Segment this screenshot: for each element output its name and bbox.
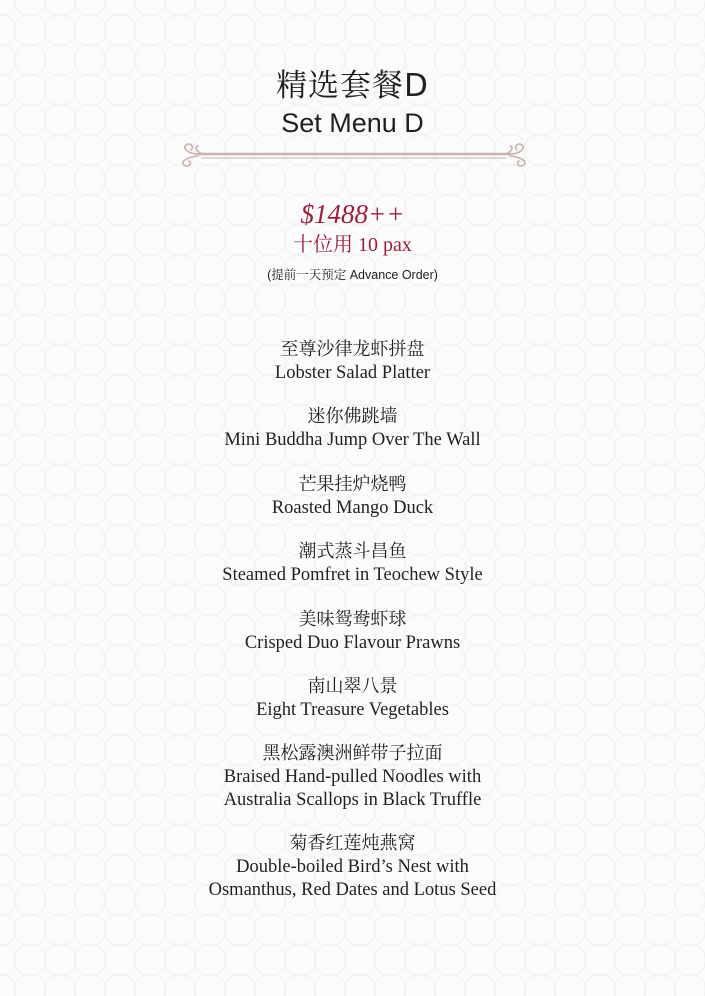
menu-title-chinese: 精选套餐D xyxy=(276,68,429,104)
set-price: $1488++ xyxy=(300,199,405,229)
dish-name-chinese: 南山翠八景 xyxy=(307,676,398,697)
dish-item xyxy=(0,540,705,587)
dish-name-chinese: 菊香红莲炖燕窝 xyxy=(289,833,416,854)
pax-count: 十位用 10 pax xyxy=(293,234,412,256)
dish-name-chinese: 至尊沙律龙虾拼盘 xyxy=(280,339,425,360)
dish-name-english: Crisped Duo Flavour Prawns xyxy=(244,633,461,653)
dish-name-chinese: 迷你佛跳墙 xyxy=(307,406,398,427)
dish-name-chinese: 潮式蒸斗昌鱼 xyxy=(298,541,407,562)
ornamental-divider-icon xyxy=(176,143,532,167)
dish-item xyxy=(0,608,705,655)
dish-name-english: Eight Treasure Vegetables xyxy=(256,700,449,720)
dish-name-chinese: 芒果挂炉烧鸭 xyxy=(298,474,407,495)
dish-item xyxy=(0,338,705,385)
dish-item xyxy=(0,832,705,901)
advance-order-note: (提前一天预定 Advance Order) xyxy=(267,268,438,282)
menu-title-english: Set Menu D xyxy=(281,108,424,138)
dish-item xyxy=(0,742,705,811)
dish-name-english: Braised Hand-pulled Noodles with xyxy=(223,767,482,787)
dish-name-english: Roasted Mango Duck xyxy=(271,498,434,518)
dish-item xyxy=(0,405,705,452)
dish-name-english: Mini Buddha Jump Over The Wall xyxy=(224,430,481,450)
dish-name-english: Steamed Pomfret in Teochew Style xyxy=(222,565,483,585)
dish-name-english: Osmanthus, Red Dates and Lotus Seed xyxy=(208,879,497,900)
dish-item xyxy=(0,473,705,520)
dish-name-english: Double-boiled Bird’s Nest with xyxy=(236,857,469,877)
dish-item xyxy=(0,675,705,722)
dish-name-chinese: 黑松露澳洲鲜带子拉面 xyxy=(262,743,443,764)
dish-name-english: Lobster Salad Platter xyxy=(274,363,431,383)
dish-name-chinese: 美味鸳鸯虾球 xyxy=(298,609,407,630)
dish-name-english: Australia Scallops in Black Truffle xyxy=(223,789,482,810)
